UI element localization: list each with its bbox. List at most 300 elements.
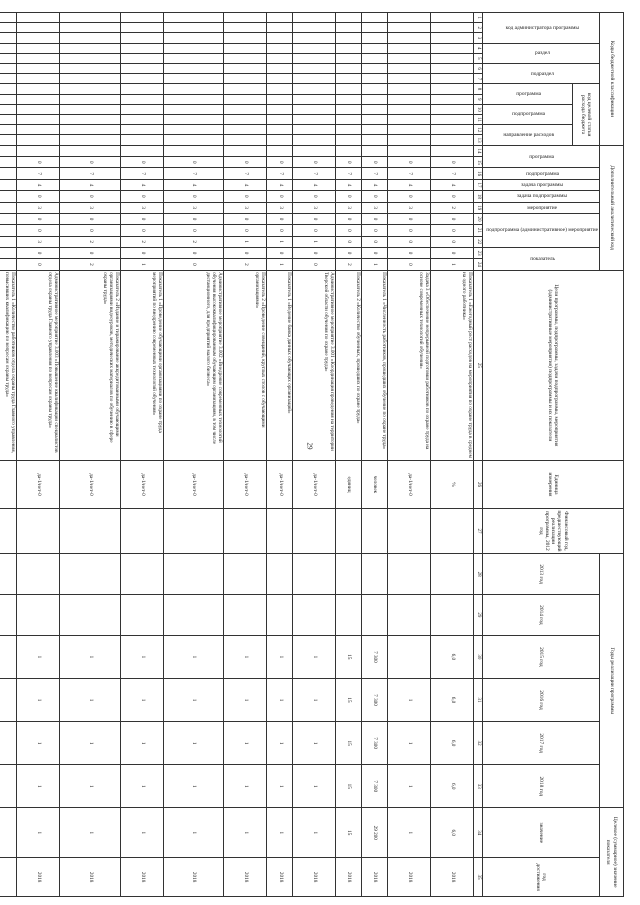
year-value-cell: 1 <box>60 635 120 678</box>
target-value-cell: 1 <box>292 808 335 858</box>
analytic-code-cell <box>0 213 17 224</box>
year-value-cell <box>387 595 430 636</box>
analytic-code-cell: 4 <box>430 179 473 190</box>
analytic-code-cell: 0 <box>267 247 293 258</box>
budget-code-cell <box>60 104 120 114</box>
budget-code-cell <box>60 64 120 74</box>
year-value-cell <box>163 554 223 595</box>
year-value-cell: 1 <box>120 722 163 765</box>
budget-code-cell <box>0 23 17 33</box>
header-target-value: значение <box>483 808 600 858</box>
header-programme: программа <box>516 91 541 98</box>
analytic-code-cell: 3 <box>336 202 362 213</box>
budget-code-cell <box>387 104 430 114</box>
analytic-code-cell: 0 <box>17 191 60 202</box>
target-value-cell: 1 <box>224 808 267 858</box>
unit-cell: да-1/нет-0 <box>292 461 335 509</box>
budget-code-cell <box>17 53 60 63</box>
analytic-code-cell <box>163 145 223 156</box>
analytic-code-cell: 0 <box>336 213 362 224</box>
analytic-code-cell: 0 <box>60 213 120 224</box>
budget-code-cell <box>0 33 17 43</box>
target-year-cell: 2018 <box>336 858 362 897</box>
year-value-cell: 7 300 <box>361 635 387 678</box>
budget-code-cell <box>17 13 60 23</box>
budget-code-cell <box>292 104 335 114</box>
unit-cell: да-1/нет-0 <box>387 461 430 509</box>
target-value-cell: 1 <box>120 808 163 858</box>
budget-code-cell <box>336 84 362 94</box>
budget-code-cell <box>163 125 223 135</box>
budget-code-cell <box>387 125 430 135</box>
budget-code-cell <box>60 125 120 135</box>
budget-code-cell <box>336 64 362 74</box>
analytic-code-cell: 3 <box>387 202 430 213</box>
column-number: 12 <box>474 125 483 135</box>
goal-description: Административное мероприятие 3.002 «Внедрение современных технологий обучения высококвалифицированным обучающим организациям, в том числе дистанционного, для предприятий малого бизнеса» <box>163 270 223 461</box>
goal-description: Показатель 1 «Проведение обучающими организациями по охране труда мероприятий по внедрению современных технологий обучения» <box>120 270 163 461</box>
budget-code-cell <box>361 74 387 84</box>
column-number: 11 <box>474 115 483 125</box>
column-number: 22 <box>474 236 483 247</box>
analytic-code-cell <box>336 145 362 156</box>
budget-code-cell <box>120 135 163 145</box>
budget-code-cell <box>163 94 223 104</box>
analytic-code-cell: 0 <box>224 225 267 236</box>
year-value-cell: 1 <box>292 722 335 765</box>
header-y2015: 2015 год <box>483 635 600 678</box>
unit-cell: единиц <box>336 461 362 509</box>
header-ex-subprogram: подпрограмма <box>525 170 559 177</box>
year-value-cell: 1 <box>120 765 163 808</box>
budget-code-cell <box>267 84 293 94</box>
analytic-code-cell <box>0 191 17 202</box>
budget-code-cell <box>336 53 362 63</box>
analytic-code-cell: 4 <box>224 179 267 190</box>
year-value-cell <box>0 765 17 808</box>
budget-code-cell <box>387 43 430 53</box>
analytic-code-cell: 7 <box>163 168 223 179</box>
header-ex-task-program: задача программы <box>521 181 564 188</box>
unit-cell: да-1/нет-0 <box>267 461 293 509</box>
analytic-code-cell <box>0 259 17 270</box>
year-value-cell: 1 <box>387 678 430 721</box>
budget-code-cell <box>224 64 267 74</box>
year-value-cell <box>387 635 430 678</box>
target-year-cell: 2018 <box>120 858 163 897</box>
budget-code-cell <box>361 84 387 94</box>
analytic-code-cell <box>0 247 17 258</box>
budget-code-cell <box>361 13 387 23</box>
year-value-cell <box>267 595 293 636</box>
analytic-code-cell: 1 <box>361 259 387 270</box>
budget-code-cell <box>17 115 60 125</box>
budget-code-cell <box>336 115 362 125</box>
analytic-code-cell: 0 <box>224 157 267 168</box>
budget-code-cell <box>163 23 223 33</box>
target-value-cell: 6,0 <box>430 808 473 858</box>
header-ex-task-sub: задача подпрограммы <box>517 193 568 200</box>
budget-code-cell <box>120 43 163 53</box>
analytic-code-cell <box>387 145 430 156</box>
fin-year-cell <box>60 508 120 553</box>
budget-code-cell <box>0 115 17 125</box>
budget-code-cell <box>267 43 293 53</box>
target-year-cell: 2018 <box>361 858 387 897</box>
analytic-code-cell: 4 <box>361 179 387 190</box>
analytic-code-cell: 3 <box>292 202 335 213</box>
year-value-cell <box>60 595 120 636</box>
year-value-cell <box>60 554 120 595</box>
budget-code-cell <box>163 115 223 125</box>
header-ex-indicator: показатель <box>529 255 555 262</box>
year-value-cell: 1 <box>60 678 120 721</box>
budget-code-cell <box>120 84 163 94</box>
budget-code-cell <box>387 94 430 104</box>
header-subprogramme: подпрограмма <box>512 111 546 118</box>
goal-description: Административное мероприятие 3.001 «Координация проведения на территории Тверской области обучения по охране труда» <box>292 270 335 461</box>
analytic-code-cell: 1 <box>120 259 163 270</box>
year-value-cell: 7 300 <box>361 678 387 721</box>
analytic-code-cell <box>0 168 17 179</box>
analytic-code-cell: 7 <box>17 168 60 179</box>
analytic-code-cell: 0 <box>361 213 387 224</box>
analytic-code-cell: 0 <box>120 225 163 236</box>
year-value-cell <box>336 554 362 595</box>
column-number: 2 <box>474 23 483 33</box>
column-number: 15 <box>474 157 483 168</box>
analytic-code-cell <box>0 179 17 190</box>
analytic-code-cell: 1 <box>267 236 293 247</box>
budget-code-cell <box>0 53 17 63</box>
header-target-year: год достижения <box>483 858 600 897</box>
goal-description: Показатель 1 «Ежегодный рост расходов на мероприятия по охране труда в среднем на одного работника» <box>430 270 473 461</box>
analytic-code-cell: 3 <box>361 202 387 213</box>
header-unit: Единица измерения <box>483 461 624 509</box>
budget-code-cell <box>17 74 60 84</box>
analytic-code-cell: 2 <box>60 259 120 270</box>
budget-code-cell <box>336 104 362 114</box>
column-number: 17 <box>474 179 483 190</box>
budget-code-cell <box>267 23 293 33</box>
analytic-code-cell: 0 <box>60 191 120 202</box>
document-page <box>4 12 624 897</box>
table-row <box>60 13 120 897</box>
budget-code-cell <box>0 125 17 135</box>
target-value-cell: 1 <box>17 808 60 858</box>
year-value-cell: 1 <box>387 722 430 765</box>
budget-code-cell <box>60 115 120 125</box>
page-number: 29 <box>305 442 314 450</box>
table-row <box>336 13 362 897</box>
table-row <box>163 13 223 897</box>
analytic-code-cell: 2 <box>336 259 362 270</box>
budget-code-cell <box>17 104 60 114</box>
budget-code-cell <box>361 125 387 135</box>
analytic-code-cell: 0 <box>224 247 267 258</box>
analytic-code-cell: 3 <box>267 202 293 213</box>
analytic-code-cell: 0 <box>387 213 430 224</box>
analytic-code-cell: 0 <box>267 191 293 202</box>
budget-code-cell <box>224 53 267 63</box>
analytic-code-cell: 7 <box>60 168 120 179</box>
budget-code-cell <box>120 33 163 43</box>
budget-code-cell <box>361 23 387 33</box>
year-value-cell: 1 <box>163 765 223 808</box>
budget-code-cell <box>292 64 335 74</box>
budget-code-cell <box>361 33 387 43</box>
column-number: 19 <box>474 202 483 213</box>
analytic-code-cell: 0 <box>336 247 362 258</box>
analytic-code-cell: 0 <box>336 236 362 247</box>
budget-code-cell <box>163 33 223 43</box>
fin-year-cell <box>163 508 223 553</box>
budget-code-cell <box>387 74 430 84</box>
budget-code-cell <box>292 43 335 53</box>
budget-code-cell <box>292 74 335 84</box>
analytic-code-cell: 0 <box>163 225 223 236</box>
target-value-cell: 1 <box>387 808 430 858</box>
budget-code-cell <box>267 33 293 43</box>
year-value-cell <box>292 554 335 595</box>
header-y2016: 2016 год <box>483 678 600 721</box>
analytic-code-cell: 4 <box>267 179 293 190</box>
column-number: 18 <box>474 191 483 202</box>
fin-year-cell <box>336 508 362 553</box>
budget-code-cell <box>430 94 473 104</box>
budget-code-cell <box>17 23 60 33</box>
budget-code-cell <box>267 135 293 145</box>
year-value-cell: 1 <box>17 722 60 765</box>
budget-code-cell <box>163 84 223 94</box>
table-row <box>430 13 473 897</box>
column-number: 14 <box>474 145 483 156</box>
year-value-cell <box>17 595 60 636</box>
budget-code-cell <box>361 115 387 125</box>
analytic-code-cell: 0 <box>292 191 335 202</box>
analytic-code-cell: 0 <box>17 225 60 236</box>
analytic-code-cell: 2 <box>60 236 120 247</box>
goal-description: Показатель 1 «Ведение банка данных обучающих организаций» <box>267 270 293 461</box>
analytic-code-cell: 1 <box>430 259 473 270</box>
year-value-cell <box>0 635 17 678</box>
analytic-code-cell: 0 <box>336 225 362 236</box>
budget-code-cell <box>163 43 223 53</box>
budget-code-cell <box>163 64 223 74</box>
year-value-cell: 6,0 <box>430 765 473 808</box>
column-number: 9 <box>474 94 483 104</box>
analytic-code-cell <box>0 157 17 168</box>
budget-code-cell <box>0 104 17 114</box>
budget-code-cell <box>0 84 17 94</box>
header-fin-year: Финансовый год, предшествующий реализации программы, 2012 год <box>483 508 624 553</box>
analytic-code-cell: 0 <box>430 225 473 236</box>
analytic-code-cell: 0 <box>292 157 335 168</box>
budget-code-cell <box>336 135 362 145</box>
budget-code-cell <box>336 74 362 84</box>
year-value-cell <box>0 722 17 765</box>
year-value-cell: 6,0 <box>430 635 473 678</box>
year-value-cell: 1 <box>17 765 60 808</box>
goal-description: Задача 3 «Обеспечение непрерывной подготовки работников по охране труда на основе современных технологий обучения» <box>387 270 430 461</box>
budget-code-cell <box>361 64 387 74</box>
header-goals: Цели программы, подпрограммы, задачи подпрограммы, мероприятия (административные мероприятия) подпрограммы и их показатели <box>483 270 624 461</box>
column-number: 8 <box>474 84 483 94</box>
unit-cell: да-1/нет-0 <box>17 461 60 509</box>
analytic-code-cell: 0 <box>361 225 387 236</box>
goal-description: Административное мероприятие 3.003 «Повышение квалификации специалистов отдела охраны труда Главного управления по вопросам охраны труда» <box>17 270 60 461</box>
target-value-cell: 29 200 <box>361 808 387 858</box>
year-value-cell: 1 <box>267 635 293 678</box>
budget-code-cell <box>120 53 163 63</box>
year-value-cell: 15 <box>336 765 362 808</box>
budget-code-cell <box>120 64 163 74</box>
budget-code-cell <box>0 74 17 84</box>
budget-code-cell <box>292 115 335 125</box>
analytic-code-cell: 4 <box>120 179 163 190</box>
analytic-code-cell <box>224 145 267 156</box>
analytic-code-cell <box>17 145 60 156</box>
analytic-code-cell: 0 <box>430 213 473 224</box>
table-row <box>17 13 60 897</box>
analytic-code-cell: 0 <box>336 157 362 168</box>
budget-code-cell <box>361 135 387 145</box>
budget-code-cell <box>430 115 473 125</box>
year-value-cell <box>361 554 387 595</box>
year-value-cell: 1 <box>267 765 293 808</box>
budget-code-cell <box>292 94 335 104</box>
column-number: 24 <box>474 259 483 270</box>
header-extra-code: Дополнительный аналитический код <box>600 145 624 270</box>
analytic-code-cell: 3 <box>17 236 60 247</box>
analytic-code-cell <box>361 145 387 156</box>
year-value-cell: 1 <box>163 722 223 765</box>
header-section: раздел <box>534 50 550 57</box>
goal-description: Показатель 2 «Количество обученных, прошедших по охране труда» <box>336 270 362 461</box>
analytic-code-cell <box>0 145 17 156</box>
budget-code-cell <box>120 23 163 33</box>
unit-cell: да-1/нет-0 <box>224 461 267 509</box>
budget-code-cell <box>361 53 387 63</box>
budget-code-cell <box>0 135 17 145</box>
year-value-cell: 1 <box>163 635 223 678</box>
target-value-cell <box>0 808 17 858</box>
fin-year-cell <box>120 508 163 553</box>
year-value-cell: 1 <box>120 678 163 721</box>
analytic-code-cell: 0 <box>267 157 293 168</box>
column-number: 27 <box>474 508 483 553</box>
year-value-cell: 1 <box>224 765 267 808</box>
analytic-code-cell: 7 <box>336 168 362 179</box>
budget-code-cell <box>163 74 223 84</box>
analytic-code-cell: 0 <box>120 157 163 168</box>
analytic-code-cell: 0 <box>267 225 293 236</box>
budget-code-cell <box>224 84 267 94</box>
budget-code-cell <box>336 13 362 23</box>
analytic-code-cell: 0 <box>224 213 267 224</box>
budget-code-cell <box>224 33 267 43</box>
budget-code-cell <box>60 23 120 33</box>
unit-cell: человек <box>361 461 387 509</box>
year-value-cell: 15 <box>336 635 362 678</box>
budget-code-cell <box>17 125 60 135</box>
budget-code-cell <box>387 84 430 94</box>
year-value-cell <box>387 554 430 595</box>
analytic-code-cell: 0 <box>292 247 335 258</box>
analytic-code-cell: 0 <box>267 213 293 224</box>
header-subsection: подраздел <box>530 70 554 77</box>
analytic-code-cell <box>60 145 120 156</box>
unit-cell: да-1/нет-0 <box>60 461 120 509</box>
analytic-code-cell: 0 <box>361 236 387 247</box>
analytic-code-cell: 3 <box>17 202 60 213</box>
analytic-code-cell: 0 <box>17 157 60 168</box>
header-ex-sub-measure: подпрограмма (административное) мероприятие <box>486 227 598 234</box>
budget-code-cell <box>224 13 267 23</box>
budget-code-cell <box>336 125 362 135</box>
column-number: 20 <box>474 213 483 224</box>
target-year-cell: 2018 <box>292 858 335 897</box>
year-value-cell: 1 <box>60 765 120 808</box>
analytic-code-cell: 1 <box>267 259 293 270</box>
budget-code-cell <box>120 104 163 114</box>
goal-description: Показатель 1 «Численность работников, прошедших обучение по охране труда» <box>361 270 387 461</box>
budget-code-cell <box>224 135 267 145</box>
budget-code-cell <box>267 94 293 104</box>
budget-code-cell <box>60 84 120 94</box>
goal-description: Показатель 1 «Количество работников отдела охраны труда Главного управления, повысивших квалификацию по вопросам охраны труда» <box>0 270 17 461</box>
budget-code-cell <box>267 125 293 135</box>
budget-code-cell <box>163 104 223 114</box>
year-value-cell <box>0 554 17 595</box>
budget-code-cell <box>336 43 362 53</box>
year-value-cell: 1 <box>292 765 335 808</box>
budget-code-cell <box>224 104 267 114</box>
budget-code-cell <box>430 33 473 43</box>
budget-code-cell <box>430 43 473 53</box>
table-row <box>267 13 293 897</box>
analytic-code-cell: 0 <box>60 247 120 258</box>
programme-indicators-table <box>0 12 624 897</box>
budget-code-cell <box>267 53 293 63</box>
analytic-code-cell: 7 <box>292 168 335 179</box>
budget-code-cell <box>120 115 163 125</box>
year-value-cell <box>267 554 293 595</box>
goal-description: Показатель 2 «Проведение совещаний, круглых столов с обучающими организациями» <box>224 270 267 461</box>
table-row <box>224 13 267 897</box>
budget-code-cell <box>0 64 17 74</box>
column-number: 29 <box>474 595 483 636</box>
budget-code-cell <box>60 94 120 104</box>
budget-code-cell <box>430 74 473 84</box>
budget-code-cell <box>267 115 293 125</box>
analytic-code-cell: 7 <box>387 168 430 179</box>
table-row <box>120 13 163 897</box>
header-y2013: 2013 год <box>483 554 600 595</box>
analytic-code-cell: 4 <box>17 179 60 190</box>
analytic-code-cell: 0 <box>292 213 335 224</box>
analytic-code-cell: 4 <box>163 179 223 190</box>
analytic-code-cell: 0 <box>292 225 335 236</box>
budget-code-cell <box>430 135 473 145</box>
column-number: 35 <box>474 858 483 897</box>
column-number: 13 <box>474 135 483 145</box>
unit-cell: да-1/нет-0 <box>163 461 223 509</box>
budget-code-cell <box>292 53 335 63</box>
year-value-cell: 1 <box>120 635 163 678</box>
budget-code-cell <box>430 84 473 94</box>
analytic-code-cell: 0 <box>292 259 335 270</box>
